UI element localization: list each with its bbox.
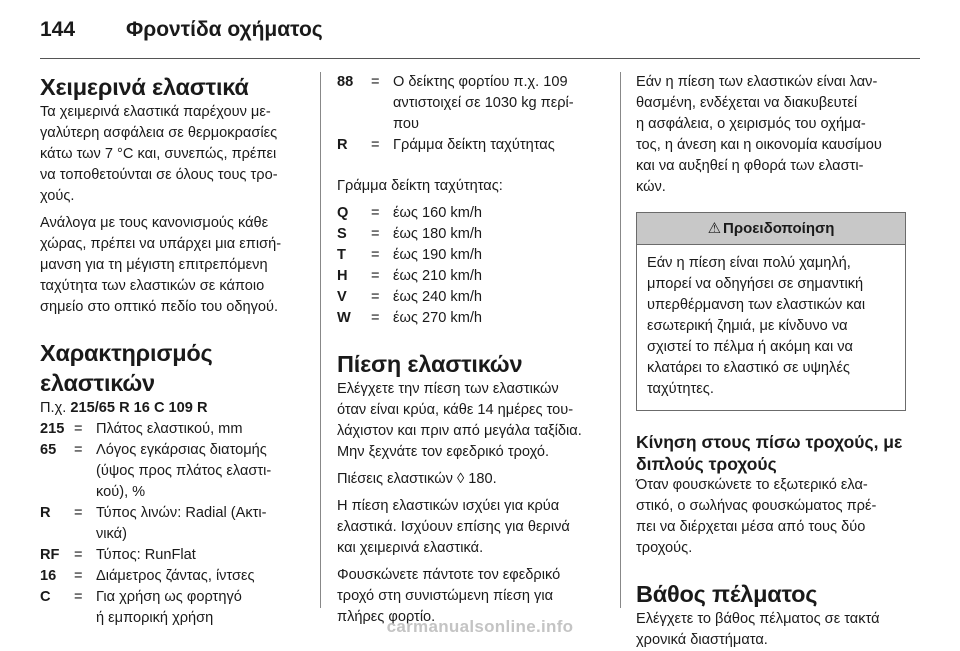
speed-row: Q = έως 160 km/h [337, 205, 483, 221]
def-row: 215 = Πλάτος ελαστικού, mm [40, 421, 243, 437]
speed-row: V = έως 240 km/h [337, 289, 483, 305]
speed-row: H = έως 210 km/h [337, 268, 483, 284]
pressure-paragraph-3: Η πίεση ελαστικών ισχύει για κρύα ελαστικά. Ισχύουν επίσης για θερινά και χειμερινά ελαστικά. [337, 498, 570, 556]
def-row: C = Για χρήση ως φορτηγό [40, 589, 242, 605]
column-divider-2 [620, 72, 621, 608]
column-divider-1 [320, 72, 321, 608]
tyre-example: Π.χ. 215/65 R 16 C 109 R [40, 400, 208, 416]
column-1: Χειμερινά ελαστικά Τα χειμερινά ελαστικά παρέχουν με- γαλύτερη ασφάλεια σε θερμοκρασίες κάτω των 7 °C και, συνεπώς, πρέπει να τοποθετούνται σε όλους τους τρο- χούς. Ανάλογα με τους κανονισμούς κάθε χώρας, πρέπει να υπάρχει μια επισή- μανση για τη μέγιστη επιτρεπόμενη ταχύτητα των ελαστικών σε κάποιο σημείο στο οπτικό πεδίο του οδηγού. Χαρακτηρισμός ελαστικών Π.χ. 215/65 R 16 C 109 R 215 = Πλάτος ελαστικού, mm 65 = Λόγος εγκάρσιας διατομής (ύψος προς πλάτος ελαστι- κού), % R = Τύπος λινών: Radial (Ακτι- νικά) RF = Τύπος: RunFlat 16 = Διάμετρος ζάντας, ίντσες C = Για χρήση ως φορτηγό ή εμπορική χρήση [40, 72, 304, 629]
warning-icon: ⚠ [707, 220, 722, 237]
warning-body: Εάν η πίεση είναι πολύ χαμηλή, μπορεί να οδηγήσει σε σημαντική υπερθέρμανση των ελαστικών και εσωτερική ζημιά, με κίνδυνο να σχιστεί το πέλμα ή ακόμη και να κλατάρει το ελαστικό σε υψηλές ταχύτητες. [647, 255, 866, 397]
page-header [40, 18, 920, 48]
warning-title: Προειδοποίηση [723, 220, 835, 237]
winter-paragraph-2: Ανάλογα με τους κανονισμούς κάθε χώρας, πρέπει να υπάρχει μια επισή- μανση για τη μέγιστη επιτρεπόμενη ταχύτητα των ελαστικών σε κάποιο σημείο στο οπτικό πεδίο του οδηγού. [40, 215, 282, 315]
watermark: carmanualsonline.info [386, 617, 574, 636]
def-row: 16 = Διάμετρος ζάντας, ίντσες [40, 568, 255, 584]
def-row: 65 = Λόγος εγκάρσιας διατομής [40, 442, 267, 458]
tread-depth-paragraph: Ελέγχετε το βάθος πέλματος σε τακτά χρονικά διαστήματα. [636, 611, 880, 648]
def-row: R = Γράμμα δείκτη ταχύτητας [337, 137, 555, 153]
tyre-pressure-heading: Πίεση ελαστικών [337, 351, 523, 377]
speed-index-intro: Γράμμα δείκτη ταχύτητας: [337, 178, 503, 194]
pressure-paragraph-4: Φουσκώνετε πάντοτε τον εφεδρικό τροχό στη συνιστώμενη πίεση για πλήρες φορτίο. [337, 567, 561, 625]
page-title: Φροντίδα οχήματος [126, 18, 323, 41]
def-row: 88 = Ο δείκτης φορτίου π.χ. 109 [337, 74, 568, 90]
def-row: RF = Τύπος: RunFlat [40, 547, 196, 563]
tread-depth-heading: Βάθος πέλματος [636, 581, 818, 607]
speed-row: S = έως 180 km/h [337, 226, 483, 242]
pressure-paragraph-1: Ελέγχετε την πίεση των ελαστικών όταν είναι κρύα, κάθε 14 ημέρες του- λάχιστον και πριν από μεγάλα ταξίδια. Μην ξεχνάτε τον εφεδρικό τροχό. [337, 381, 582, 460]
winter-tyres-heading: Χειμερινά ελαστικά [40, 74, 249, 100]
warning-header [637, 213, 905, 245]
speed-row: W = έως 270 km/h [337, 310, 483, 326]
rear-dual-wheels-paragraph: Όταν φουσκώνετε το εξωτερικό ελα- στικό, ο σωλήνας φουσκώματος πρέ- πει να διέρχεται μέσα από τους δύο τροχούς. [636, 477, 877, 556]
column-2: 88 = Ο δείκτης φορτίου π.χ. 109 αντιστοιχεί σε 1030 kg περί- που R = Γράμμα δείκτη ταχύτητας Γράμμα δείκτη ταχύτητας: Q = έως 160 km/h S = έως 180 km/h T = έως 190 km/h H = έως 210 km/h V = έως 240 km/h W = έως 270 km/h Πίεση ελαστικών Ελέγχετε την πίεση των ελαστικών όταν είναι κρύα, κάθε 14 ημέρες του- λάχιστον και πριν από μεγάλα ταξίδια. Μην ξεχνάτε τον εφεδρικό τροχό. Πιέσεις ελαστικών ◊ 180. Η πίεση ελαστικών ισχύει για κρύα ελαστικά. Ισχύουν επίσης για θερινά και χειμερινά ελαστικά. Φουσκώνετε πάντοτε τον εφεδρικό τροχό στη συνιστώμενη πίεση για πλήρες φορτίο. [337, 72, 607, 628]
pressure-intro-paragraph: Εάν η πίεση των ελαστικών είναι λαν- θασμένη, ενδέχεται να διακυβευτεί η ασφάλεια, ο χειρισμός του οχήμα- τος, η άνεση και η οικονομία καυσίμου και να αυξηθεί η φθορά των ελαστι- κών. [636, 74, 882, 195]
rear-dual-wheels-heading: Κίνηση στους πίσω τροχούς, με διπλούς τροχούς [636, 432, 903, 474]
tyre-marking-heading: Χαρακτηρισμός ελαστικών [40, 340, 213, 396]
warning-box [636, 212, 906, 411]
page-reference-icon[interactable]: ◊ [457, 471, 465, 487]
column-3 [636, 72, 906, 651]
pressure-reference: Πιέσεις ελαστικών ◊ 180. [337, 471, 497, 487]
speed-row: T = έως 190 km/h [337, 247, 483, 263]
winter-paragraph-1: Τα χειμερινά ελαστικά παρέχουν με- γαλύτερη ασφάλεια σε θερμοκρασίες κάτω των 7 °C και, συνεπώς, πρέπει να τοποθετούνται σε όλους τους τρο- χούς. [40, 104, 278, 204]
page-number: 144 [40, 18, 76, 41]
header-rule [40, 58, 920, 59]
def-row: R = Τύπος λινών: Radial (Ακτι- [40, 505, 267, 521]
